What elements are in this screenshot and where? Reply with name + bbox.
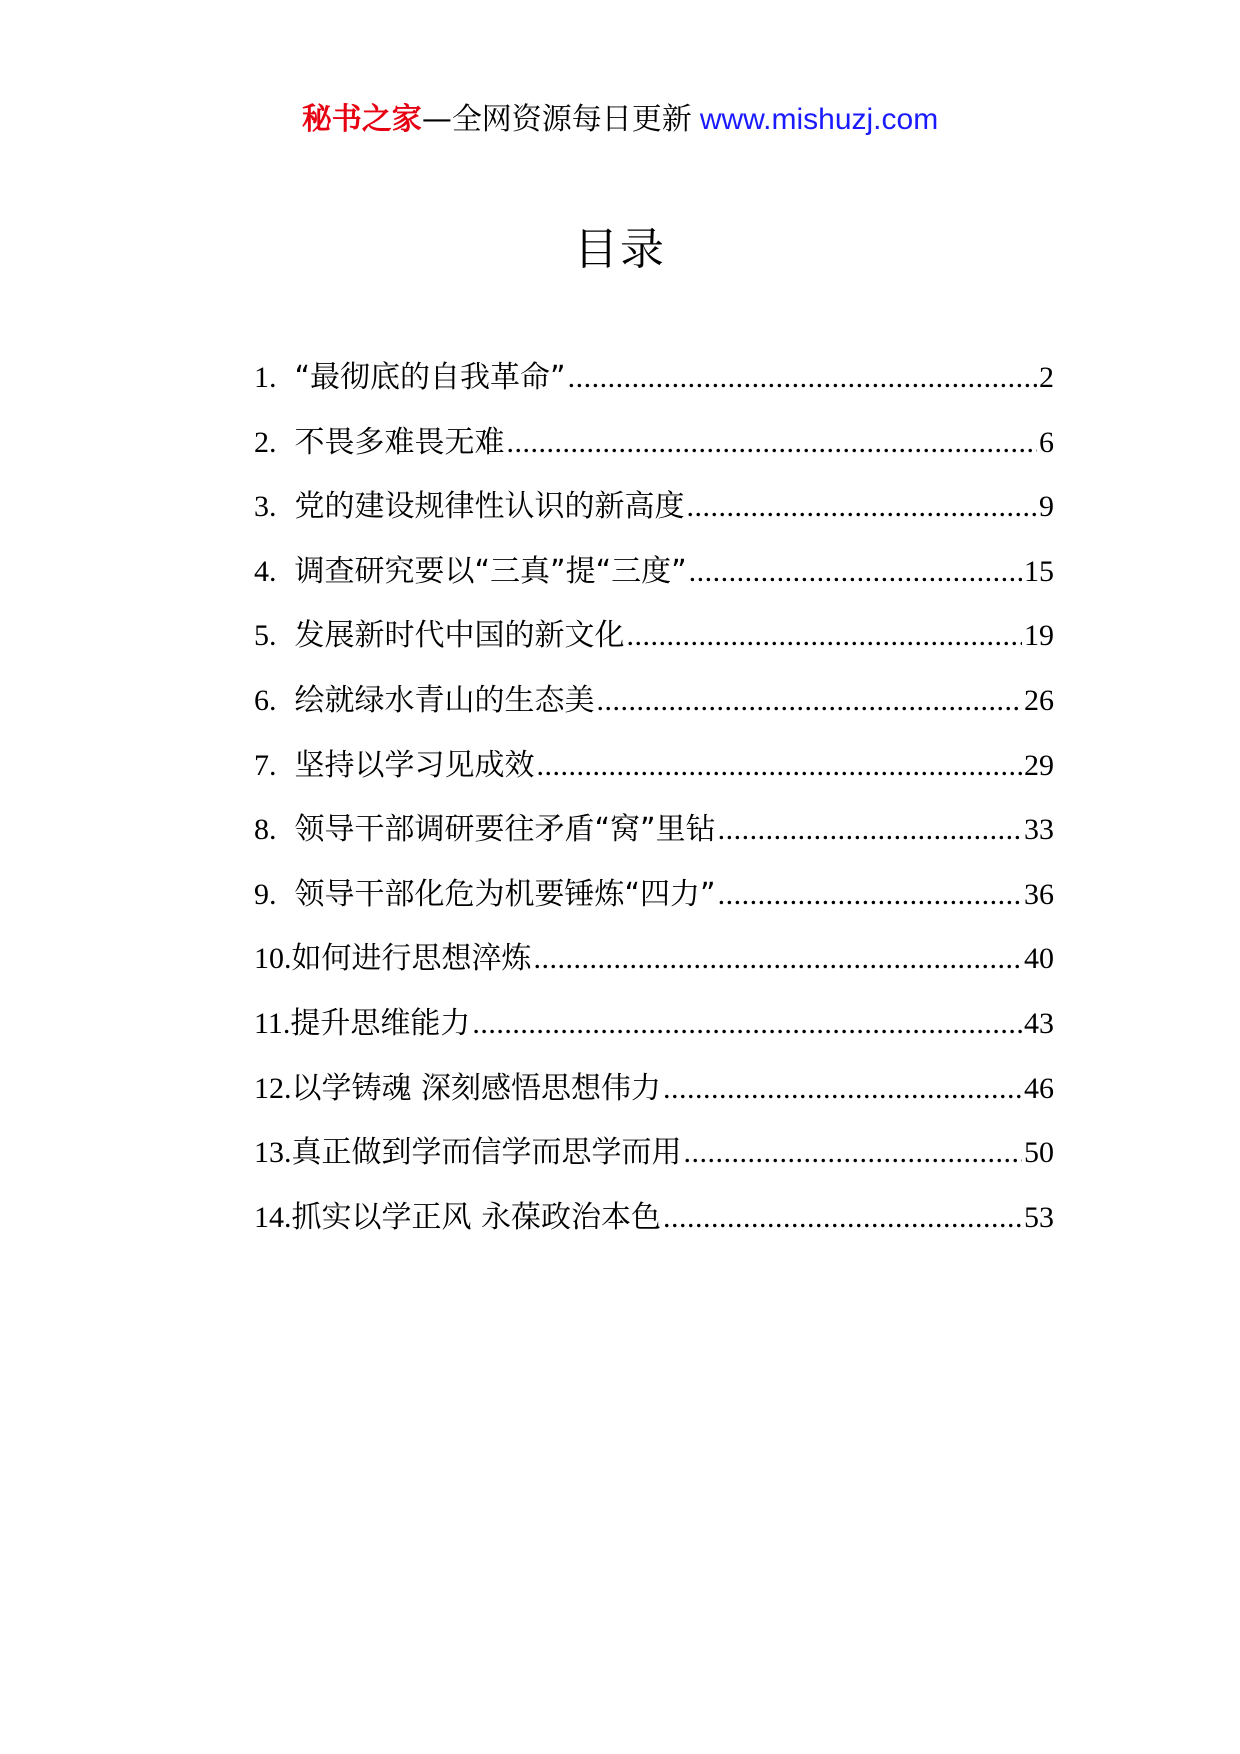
toc-entry-3[interactable]	[254, 485, 1054, 550]
toc-dot-leader	[537, 744, 1023, 788]
site-url-link[interactable]: www.mishuzj.com	[699, 103, 939, 136]
toc-entry-page: 19	[1024, 619, 1054, 653]
toc-entry-number: 4.	[254, 554, 277, 588]
toc-entry-page: 9	[1039, 490, 1054, 524]
toc-dot-leader	[568, 356, 1037, 400]
toc-entry-title: 如何进行思想淬炼	[291, 941, 532, 977]
toc-entry-10[interactable]	[254, 937, 1054, 1002]
toc-entry-number: 3.	[254, 490, 277, 524]
toc-dot-leader	[597, 679, 1023, 723]
toc-dot-leader	[684, 1131, 1023, 1175]
toc-entry-9[interactable]	[254, 873, 1054, 938]
toc-dot-leader	[472, 1002, 1022, 1046]
toc-entry-number: 13.	[254, 1136, 292, 1170]
toc-entry-title: 发展新时代中国的新文化	[294, 618, 625, 654]
site-header	[0, 100, 1240, 140]
toc-entry-page: 36	[1024, 877, 1054, 911]
toc-entry-number: 11.	[254, 1006, 291, 1040]
table-of-contents	[254, 356, 1054, 1260]
toc-entry-title: 党的建设规律性认识的新高度	[294, 489, 685, 525]
toc-entry-title: 以学铸魂 深刻感悟思想伟力	[291, 1070, 662, 1106]
toc-entry-title: 绘就绿水青山的生态美	[294, 682, 595, 718]
toc-entry-title: 领导干部调研要往矛盾“窝”里钻	[294, 812, 716, 848]
toc-entry-page: 53	[1024, 1200, 1054, 1234]
toc-entry-13[interactable]	[254, 1131, 1054, 1196]
toc-entry-14[interactable]	[254, 1196, 1054, 1261]
toc-entry-12[interactable]	[254, 1067, 1054, 1132]
toc-dot-leader	[663, 1196, 1022, 1240]
toc-entry-number: 2.	[254, 425, 277, 459]
toc-entry-title: 领导干部化危为机要锤炼“四力”	[294, 876, 716, 912]
toc-entry-11[interactable]	[254, 1002, 1054, 1067]
toc-entry-number: 1.	[254, 361, 277, 394]
toc-entry-number: 12.	[254, 1071, 292, 1105]
toc-entry-title: 真正做到学而信学而思学而用	[291, 1135, 682, 1171]
toc-entry-number: 9.	[254, 877, 277, 911]
toc-entry-number: 8.	[254, 813, 277, 847]
toc-dot-leader	[534, 937, 1023, 981]
toc-entry-page: 50	[1024, 1136, 1054, 1170]
toc-entry-1[interactable]	[254, 356, 1054, 421]
page-title: 目录	[574, 224, 666, 275]
toc-dot-leader	[718, 873, 1022, 917]
toc-entry-6[interactable]	[254, 679, 1054, 744]
brand-name: 秘书之家	[301, 102, 422, 137]
toc-entry-page: 33	[1024, 813, 1054, 847]
toc-entry-number: 6.	[254, 683, 277, 717]
toc-entry-number: 10.	[254, 942, 292, 976]
toc-entry-page: 15	[1024, 554, 1054, 588]
toc-entry-title: 坚持以学习见成效	[294, 747, 535, 783]
toc-entry-page: 2	[1039, 361, 1054, 394]
toc-dot-leader	[718, 808, 1022, 852]
header-tagline: —全网资源每日更新	[421, 102, 692, 137]
toc-entry-title: 抓实以学正风 永葆政治本色	[291, 1199, 662, 1235]
toc-dot-leader	[663, 1067, 1022, 1111]
toc-entry-title: 不畏多难畏无难	[294, 424, 505, 460]
toc-entry-title: “最彻底的自我革命”	[294, 360, 566, 395]
toc-entry-page: 29	[1024, 748, 1054, 782]
toc-entry-page: 40	[1024, 942, 1054, 976]
toc-dot-leader	[507, 421, 1038, 465]
toc-dot-leader	[627, 614, 1023, 658]
toc-entry-4[interactable]	[254, 550, 1054, 615]
toc-entry-page: 26	[1024, 683, 1054, 717]
toc-entry-7[interactable]	[254, 744, 1054, 809]
toc-entry-page: 6	[1039, 425, 1054, 459]
toc-entry-number: 7.	[254, 748, 277, 782]
toc-entry-2[interactable]	[254, 421, 1054, 486]
toc-entry-page: 43	[1024, 1006, 1054, 1040]
toc-entry-number: 14.	[254, 1200, 292, 1234]
toc-dot-leader	[689, 550, 1022, 594]
toc-entry-title: 调查研究要以“三真”提“三度”	[294, 553, 687, 589]
toc-entry-8[interactable]	[254, 808, 1054, 873]
toc-entry-5[interactable]	[254, 614, 1054, 679]
toc-entry-title: 提升思维能力	[290, 1005, 471, 1041]
toc-dot-leader	[687, 485, 1038, 529]
toc-entry-page: 46	[1024, 1071, 1054, 1105]
toc-entry-number: 5.	[254, 619, 277, 653]
